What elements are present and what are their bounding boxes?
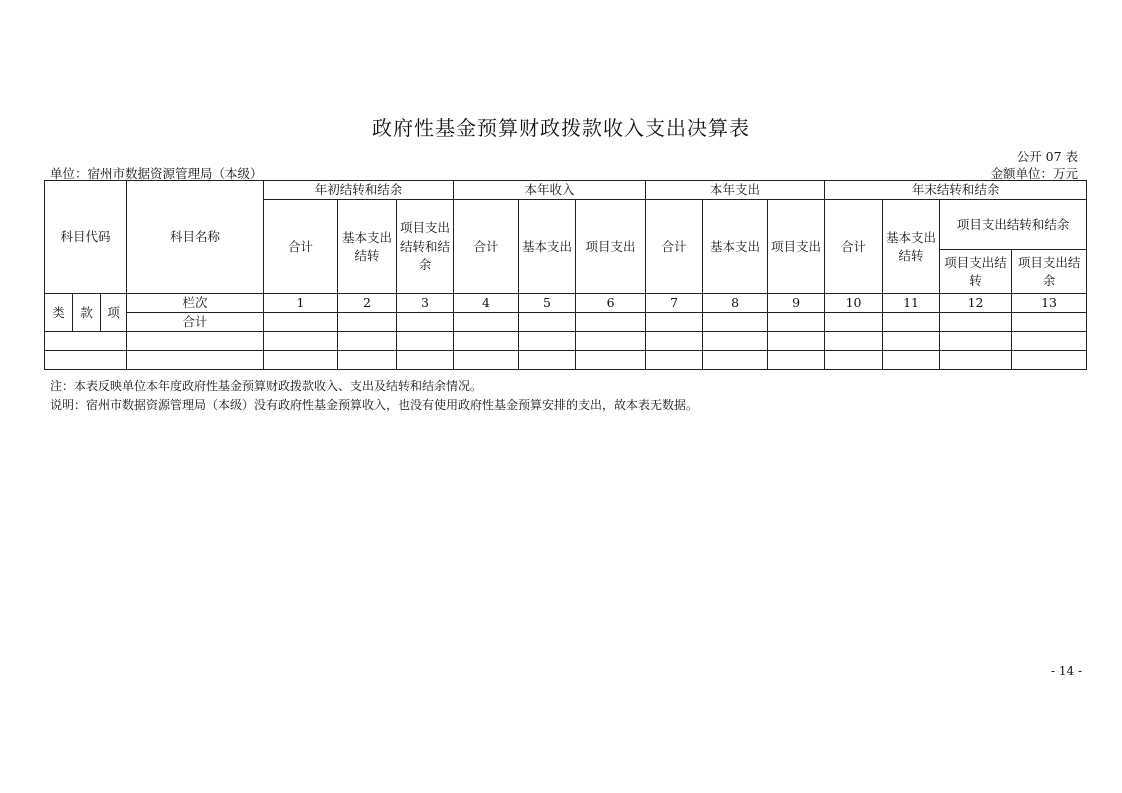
income-total-header: 合计 (454, 200, 519, 294)
cell (768, 351, 825, 370)
cell (703, 332, 768, 351)
cell (703, 351, 768, 370)
cell (264, 351, 338, 370)
col-num: 5 (519, 294, 576, 313)
col-num: 11 (883, 294, 940, 313)
income-project-header: 项目支出 (576, 200, 646, 294)
cell (338, 332, 397, 351)
closing-basic-header: 基本支出结转 (883, 200, 940, 294)
cell (454, 313, 519, 332)
cell (883, 313, 940, 332)
subject-name-header: 科目名称 (127, 181, 264, 294)
cell (1012, 351, 1087, 370)
table-note: 注：本表反映单位本年度政府性基金预算财政拨款收入、支出及结转和结余情况。 (50, 379, 483, 393)
closing-balance-group: 年末结转和结余 (825, 181, 1087, 200)
cell (883, 332, 940, 351)
closing-total-header: 合计 (825, 200, 883, 294)
opening-basic-header: 基本支出结转 (338, 200, 397, 294)
expense-project-header: 项目支出 (768, 200, 825, 294)
amount-unit: 金额单位：万元 (990, 166, 1078, 181)
col-num: 12 (940, 294, 1012, 313)
subject-code-header: 科目代码 (45, 181, 127, 294)
cell (264, 313, 338, 332)
cell (397, 332, 454, 351)
cell (940, 332, 1012, 351)
cell (646, 351, 703, 370)
cell (576, 351, 646, 370)
code-class: 类 (45, 294, 73, 332)
col-num: 8 (703, 294, 768, 313)
closing-project-carry-header: 项目支出结转 (940, 250, 1012, 294)
income-basic-header: 基本支出 (519, 200, 576, 294)
cell (646, 332, 703, 351)
cell (825, 351, 883, 370)
code-item: 项 (101, 294, 127, 332)
col-num: 4 (454, 294, 519, 313)
cell (338, 313, 397, 332)
cell (940, 313, 1012, 332)
reporting-unit: 单位：宿州市数据资源管理局（本级） (50, 166, 263, 181)
cell (825, 332, 883, 351)
cell (454, 332, 519, 351)
expense-total-header: 合计 (646, 200, 703, 294)
cell (576, 332, 646, 351)
cell (45, 332, 127, 351)
opening-balance-group: 年初结转和结余 (264, 181, 454, 200)
cell (397, 313, 454, 332)
col-num: 7 (646, 294, 703, 313)
col-num: 13 (1012, 294, 1087, 313)
table-explanation: 说明：宿州市数据资源管理局（本级）没有政府性基金预算收入，也没有使用政府性基金预算安排的支出，故本表无数据。 (50, 398, 699, 412)
col-num: 6 (576, 294, 646, 313)
cell (127, 332, 264, 351)
income-group: 本年收入 (454, 181, 646, 200)
expense-basic-header: 基本支出 (703, 200, 768, 294)
cell (825, 313, 883, 332)
code-section: 款 (73, 294, 101, 332)
closing-project-balance-header: 项目支出结余 (1012, 250, 1087, 294)
col-num: 2 (338, 294, 397, 313)
total-row (45, 313, 1087, 332)
cell (768, 313, 825, 332)
total-row-label: 合计 (127, 313, 264, 332)
cell (940, 351, 1012, 370)
col-num: 1 (264, 294, 338, 313)
form-number: 公开 07 表 (1016, 149, 1078, 164)
column-number-row (45, 294, 1087, 313)
cell (454, 351, 519, 370)
report-title: 政府性基金预算财政拨款收入支出决算表 (372, 116, 750, 140)
cell (519, 332, 576, 351)
empty-row (45, 351, 1087, 370)
cell (703, 313, 768, 332)
empty-row (45, 332, 1087, 351)
opening-project-header: 项目支出结转和结余 (397, 200, 454, 294)
expense-group: 本年支出 (646, 181, 825, 200)
cell (519, 313, 576, 332)
cell (397, 351, 454, 370)
cell (264, 332, 338, 351)
page-number: - 14 - (1050, 664, 1082, 678)
col-num: 10 (825, 294, 883, 313)
cell (1012, 313, 1087, 332)
cell (576, 313, 646, 332)
cell (768, 332, 825, 351)
cell (45, 351, 127, 370)
header-row-1 (45, 181, 1087, 200)
col-num: 9 (768, 294, 825, 313)
cell (1012, 332, 1087, 351)
cell (519, 351, 576, 370)
budget-table (44, 180, 1087, 370)
cell (338, 351, 397, 370)
column-row-label: 栏次 (127, 294, 264, 313)
col-num: 3 (397, 294, 454, 313)
opening-total-header: 合计 (264, 200, 338, 294)
cell (127, 351, 264, 370)
cell (883, 351, 940, 370)
cell (646, 313, 703, 332)
closing-project-group: 项目支出结转和结余 (940, 200, 1087, 250)
